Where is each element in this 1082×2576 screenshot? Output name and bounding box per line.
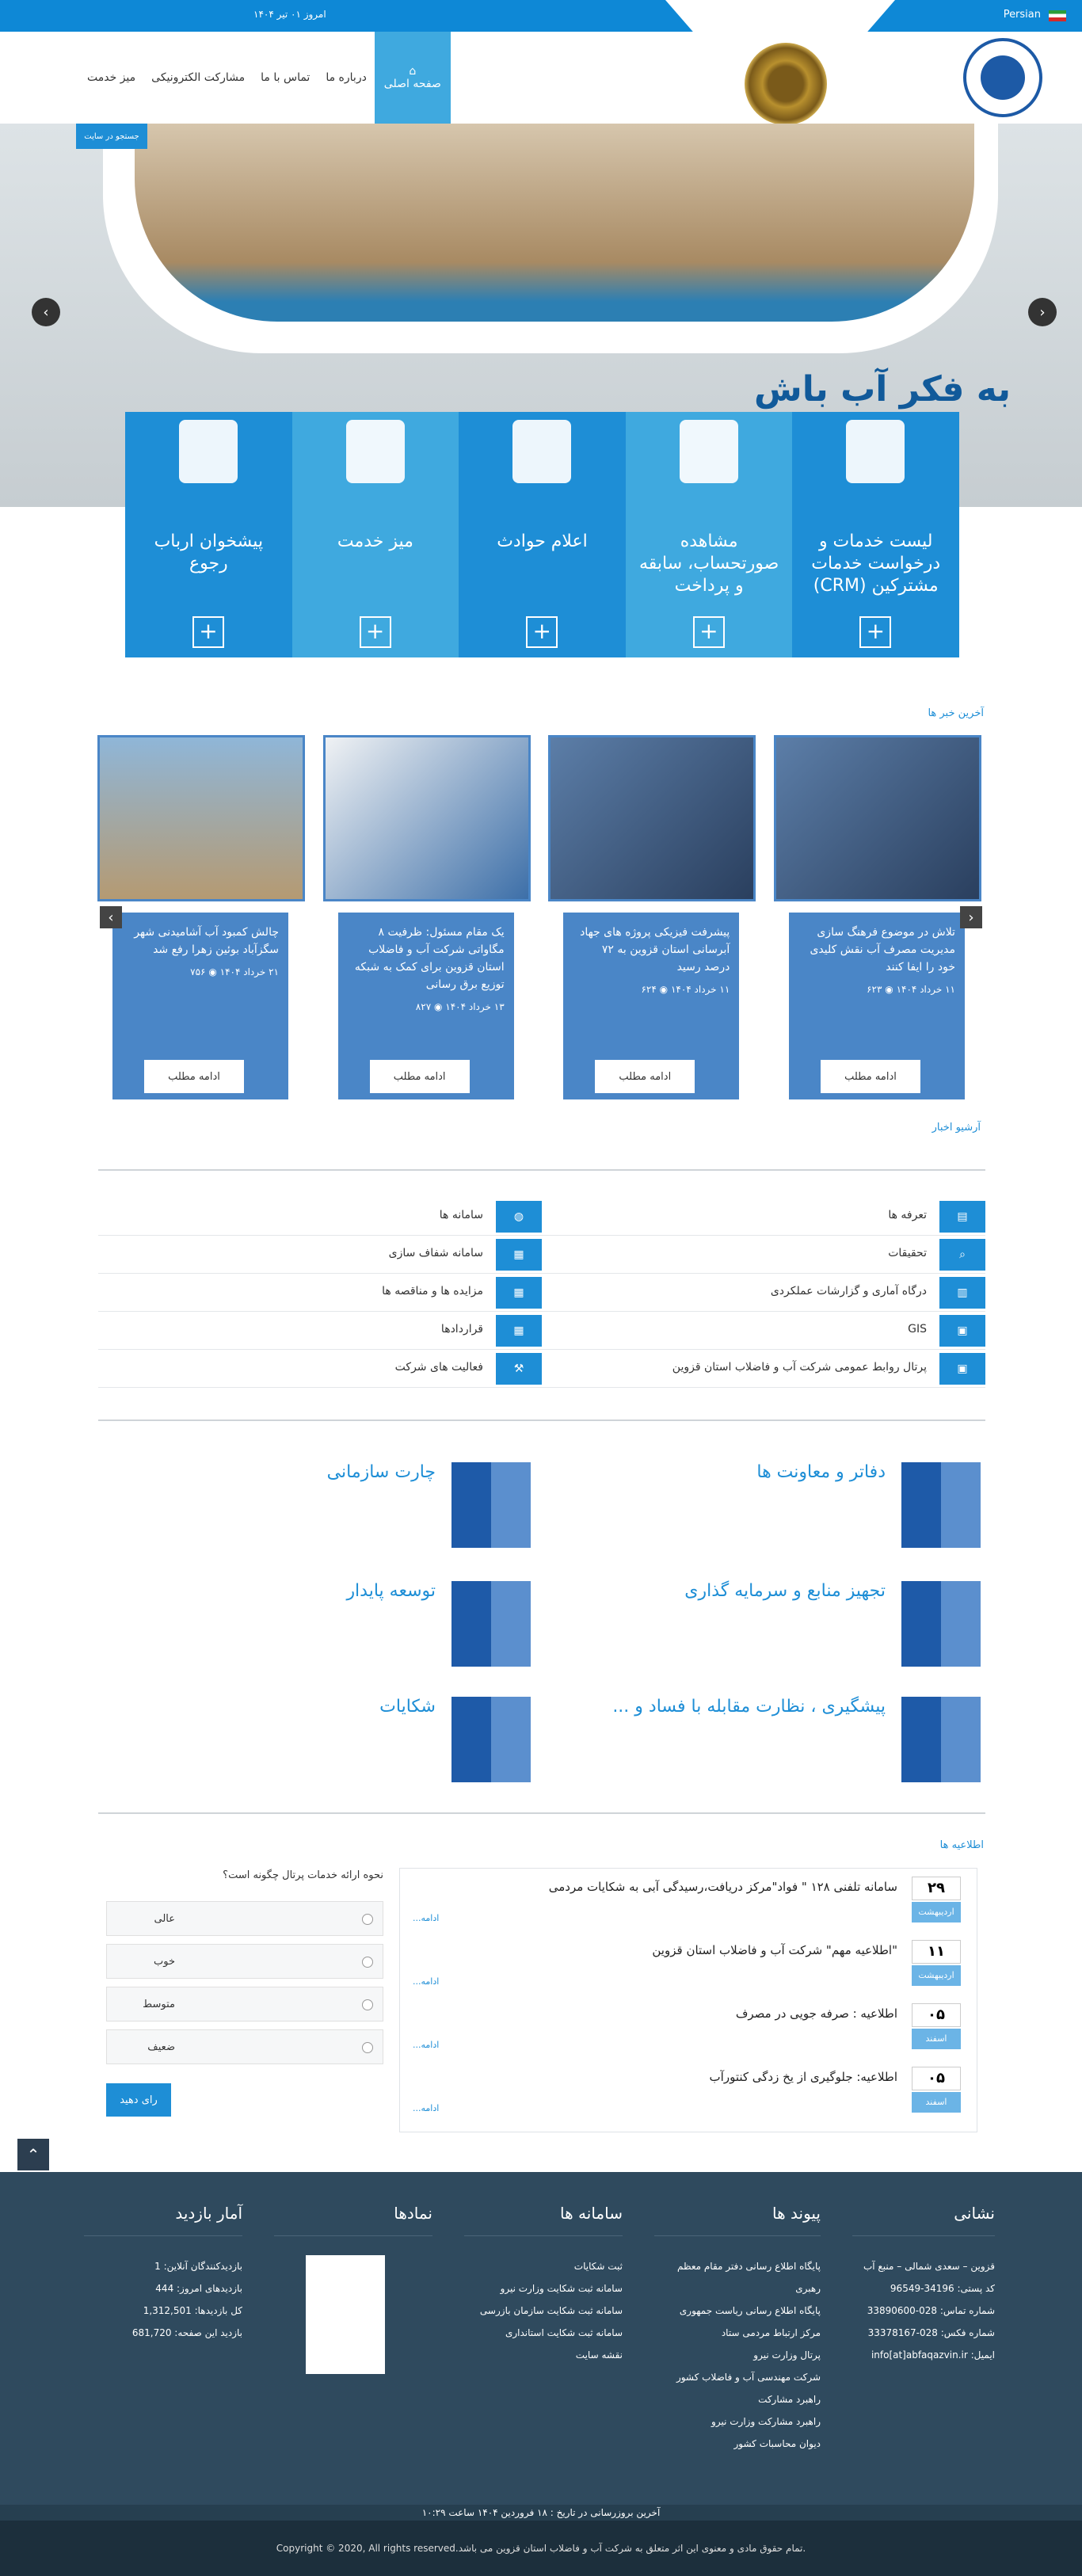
footer-symbols <box>274 2204 432 2374</box>
footer-link[interactable]: راهبرد مشارکت وزارت نیرو <box>711 2416 821 2427</box>
link-label[interactable]: سامانه ها <box>439 1209 483 1221</box>
tile-label: میز خدمت <box>337 532 413 551</box>
link-label[interactable]: درگاه آماری و گزارشات عملکردی <box>770 1285 927 1298</box>
feature-offices[interactable]: دفاتر و معاونت ها <box>756 1462 886 1482</box>
link-tariffs[interactable] <box>542 1198 985 1236</box>
radio-button[interactable] <box>362 1957 373 1968</box>
top-bar <box>0 0 1082 32</box>
home-icon: ⌂ <box>409 65 417 78</box>
announcement-item[interactable] <box>408 1935 969 1997</box>
feature-sustainable[interactable]: توسعه پایدار <box>346 1581 436 1601</box>
nav-home-label: صفحه اصلی <box>383 78 441 90</box>
announcement-day: ۲۹ <box>912 1877 961 1900</box>
plus-icon[interactable]: + <box>360 616 391 648</box>
tile-label: اعلام حوادث <box>497 532 588 551</box>
nav-service-desk[interactable]: میز خدمت <box>87 71 136 84</box>
poll-option[interactable] <box>106 1901 383 1936</box>
announcement-more[interactable]: ادامه... <box>413 2040 440 2050</box>
user-shield-icon[interactable] <box>451 1697 531 1782</box>
feature-anticorruption[interactable]: پیشگیری ، نظارت مقابله با فساد و ... <box>612 1697 886 1717</box>
plus-icon[interactable]: + <box>859 616 891 648</box>
footer-address <box>852 2204 995 2366</box>
slider-next-arrow[interactable]: › <box>1028 298 1057 326</box>
poll-option-label: خوب <box>154 1956 175 1968</box>
footer-link[interactable]: راهبرد مشارکت <box>758 2394 821 2405</box>
address-line: قزوین – سعدی شمالی – منبع آب <box>863 2261 995 2272</box>
link-label[interactable]: قراردادها <box>440 1323 483 1336</box>
link-tenders[interactable] <box>98 1274 542 1312</box>
nav-about[interactable]: درباره ما <box>326 71 367 84</box>
announcement-more[interactable]: ادامه... <box>413 1913 440 1923</box>
water-drop-icon <box>981 55 1025 100</box>
announcement-day: ۱۱ <box>912 1940 961 1964</box>
globe-icon: ◍ <box>496 1201 542 1233</box>
main-nav <box>79 32 451 124</box>
announcement-title[interactable]: اطلاعیه: جلوگیری از یخ زدگی کنتورآب <box>709 2070 897 2084</box>
footer <box>0 2172 1082 2505</box>
footer-link[interactable]: سامانه ثبت شکایت وزارت نیرو <box>500 2283 623 2294</box>
org-chart-icon[interactable] <box>451 1462 531 1548</box>
vote-button[interactable]: رای دهید <box>106 2083 171 2117</box>
footer-link[interactable]: پایگاه اطلاع رسانی ریاست جمهوری <box>679 2305 821 2316</box>
company-logo[interactable] <box>963 38 1042 117</box>
news-card[interactable] <box>95 735 307 1099</box>
scroll-top-button[interactable] <box>17 2139 49 2170</box>
link-label[interactable]: GIS <box>908 1323 927 1336</box>
footer-link[interactable]: مرکز ارتباط مردمی ستاد <box>721 2327 821 2338</box>
book-icon <box>179 420 238 483</box>
announcement-day: ۰۵ <box>912 2003 961 2027</box>
announcements-title: اطلاعیه ها <box>939 1839 984 1851</box>
poll-question: نحوه ارائه خدمات پرتال چگونه است؟ <box>223 1869 383 1881</box>
link-activities[interactable] <box>98 1350 542 1388</box>
user-shield-icon[interactable] <box>901 1462 981 1548</box>
news-card[interactable] <box>546 735 758 1099</box>
news-image[interactable] <box>548 735 756 901</box>
footer-link[interactable]: دیوان محاسبات کشور <box>733 2438 821 2449</box>
divider <box>98 1812 985 1814</box>
stat-total: کل بازدیدها: 1,312,501 <box>143 2305 242 2316</box>
footer-heading: نشانی <box>852 2204 995 2236</box>
news-views: ۷۵۶ <box>190 966 206 977</box>
document-icon <box>680 420 738 483</box>
footer-heading: پیوند ها <box>654 2204 821 2236</box>
announcement-item[interactable] <box>408 2062 969 2124</box>
plus-icon[interactable]: + <box>693 616 725 648</box>
footer-link[interactable]: پرتال وزارت نیرو <box>753 2349 821 2361</box>
footer-link[interactable]: ثبت شکایات <box>573 2261 623 2272</box>
link-label[interactable]: فعالیت های شرکت <box>394 1361 483 1374</box>
news-title[interactable]: چالش کمبود آب آشامیدنی شهر سگزآباد بوئین زهرا رفع شد <box>134 926 279 956</box>
link-statistics[interactable] <box>542 1274 985 1312</box>
footer-link[interactable]: شرکت مهندسی آب و فاضلاب کشور <box>676 2372 821 2383</box>
fax: شماره فکس: 028-33378167 <box>867 2327 995 2338</box>
search-icon: ⌕ <box>939 1239 985 1271</box>
news-views: ۶۲۳ <box>867 984 882 995</box>
chart-icon: ▥ <box>939 1277 985 1309</box>
news-archive-link[interactable]: آرشیو اخبار <box>932 1122 981 1134</box>
tariff-icon: ▤ <box>939 1201 985 1233</box>
lock-icon: ▣ <box>939 1315 985 1347</box>
poll-option[interactable] <box>106 2029 383 2064</box>
announcement-item[interactable] <box>408 1872 969 1934</box>
announcement-item[interactable] <box>408 1999 969 2060</box>
news-image[interactable] <box>774 735 981 901</box>
site-search-button[interactable]: جستجو در سایت <box>76 124 147 149</box>
news-date: ۱۳ خرداد ۱۴۰۴ <box>445 1001 505 1012</box>
poll-option-label: ضعیف <box>147 2041 175 2053</box>
stat-page: بازدید این صفحه: 681,720 <box>131 2327 242 2338</box>
announcement-title[interactable]: سامانه تلفنی ۱۲۸ " فواد"مرکز دریافت،رسیدگی آبی به شکایات مردمی <box>548 1880 897 1894</box>
footer-systems <box>464 2204 623 2366</box>
news-views: ۸۲۷ <box>415 1001 432 1012</box>
poll-option[interactable] <box>106 1987 383 2022</box>
language-selector[interactable]: Persian <box>1003 9 1041 21</box>
radio-button[interactable] <box>362 1999 373 2010</box>
news-date: ۱۱ خرداد ۱۴۰۴ <box>670 984 730 995</box>
news-image[interactable] <box>97 735 305 901</box>
topbar-notch <box>665 0 895 32</box>
document-icon: ▦ <box>496 1277 542 1309</box>
read-more-button[interactable]: ادامه مطلب <box>821 1060 920 1093</box>
announcement-month: اردیبهشت <box>912 1965 961 1986</box>
eye-icon: ◉ <box>208 966 217 977</box>
chevron-up-icon: ⌃ <box>26 2145 40 2164</box>
hero-dam-image <box>135 124 974 322</box>
read-more-button[interactable]: ادامه مطلب <box>144 1060 244 1093</box>
announcement-title[interactable]: "اطلاعیه مهم" شرکت آب و فاضلاب استان قزوین <box>652 1943 897 1957</box>
nav-contact[interactable]: تماس با ما <box>261 71 311 84</box>
link-systems[interactable] <box>98 1198 542 1236</box>
divider <box>98 1169 985 1171</box>
link-label[interactable]: پرتال روابط عمومی شرکت آب و فاضلاب استان قزوین <box>672 1361 927 1374</box>
laptop-icon[interactable] <box>451 1581 531 1667</box>
news-next-arrow[interactable]: › <box>960 906 982 928</box>
plus-icon[interactable]: + <box>526 616 558 648</box>
radio-button[interactable] <box>362 2042 373 2053</box>
tile-billing[interactable] <box>626 412 793 657</box>
slider-prev-arrow[interactable]: ‹ <box>32 298 60 326</box>
news-views: ۶۲۴ <box>641 984 657 995</box>
footer-link[interactable]: پایگاه اطلاع رسانی دفتر مقام معظم رهبری <box>677 2261 821 2294</box>
announcement-month: اردیبهشت <box>912 1902 961 1922</box>
eye-icon: ◉ <box>885 984 893 995</box>
link-transparency[interactable] <box>98 1236 542 1274</box>
news-carousel <box>95 735 984 1099</box>
poll-option[interactable] <box>106 1944 383 1979</box>
news-prev-arrow[interactable]: ‹ <box>100 906 122 928</box>
service-tiles <box>125 412 959 657</box>
link-label[interactable]: مزایده ها و مناقصه ها <box>382 1285 483 1298</box>
seal-emblem <box>745 43 827 125</box>
footer-stats <box>84 2204 242 2344</box>
news-date: ۱۱ خرداد ۱۴۰۴ <box>896 984 955 995</box>
poll-option-label: متوسط <box>143 1999 175 2010</box>
link-research[interactable] <box>542 1236 985 1274</box>
last-update-note: آخرین بروزرسانی در تاریخ : ۱۸ فروردین ۱۴۰۴ ساعت ۱۰:۲۹ <box>0 2505 1082 2521</box>
footer-link[interactable]: سامانه ثبت شکایت سازمان بازرسی <box>479 2305 623 2316</box>
footer-heading: نمادها <box>274 2204 432 2236</box>
announcements-list <box>399 1868 977 2132</box>
divider <box>98 1419 985 1421</box>
footer-links <box>654 2204 821 2455</box>
link-pr-portal[interactable] <box>542 1350 985 1388</box>
postal-code: کد پستی: 34196-96549 <box>890 2283 995 2294</box>
stat-today: بازدیدهای امروز: 444 <box>155 2283 242 2294</box>
news-date: ۲۱ خرداد ۱۴۰۴ <box>219 966 279 977</box>
poll-option-label: عالی <box>154 1913 175 1925</box>
announcement-month: اسفند <box>912 2029 961 2049</box>
document-icon: ▦ <box>496 1239 542 1271</box>
tile-label: لیست خدمات و درخواست خدمات مشترکین (CRM) <box>811 532 941 596</box>
tile-label: پیشخوان ارباب رجوع <box>154 532 264 574</box>
link-label[interactable]: تعرفه ها <box>888 1209 927 1221</box>
document-icon <box>512 420 571 483</box>
tile-label: مشاهده صورتحساب، سابقه و پرداخت <box>638 532 779 596</box>
read-more-button[interactable]: ادامه مطلب <box>370 1060 470 1093</box>
nav-home[interactable] <box>375 32 451 124</box>
nav-eparticipation[interactable]: مشارکت الکترونیکی <box>151 71 246 84</box>
stat-online: بازدیدکنندگان آنلاین: 1 <box>154 2261 242 2272</box>
footer-heading: آمار بازدید <box>84 2204 242 2236</box>
announcement-more[interactable]: ادامه... <box>413 1976 440 1987</box>
radio-button[interactable] <box>362 1914 373 1925</box>
feature-investment[interactable]: تجهیز منابع و سرمایه گذاری <box>684 1581 886 1601</box>
hero-slogan: به فکر آب باش <box>754 369 1011 410</box>
tools-icon: ⚒ <box>496 1353 542 1385</box>
footer-heading: سامانه ها <box>464 2204 623 2236</box>
chair-icon <box>846 420 905 483</box>
link-label[interactable]: تحقیقات <box>888 1247 927 1259</box>
iran-flag-icon[interactable] <box>1049 10 1066 21</box>
news-section-title: آخرین خبر ها <box>928 707 984 719</box>
news-image[interactable] <box>323 735 531 901</box>
news-title[interactable]: تلاش در موضوع فرهنگ سازی مدیریت مصرف آب نقش کلیدی خود را ایفا کنند <box>810 926 955 974</box>
eye-icon: ◉ <box>433 1001 443 1012</box>
tile-crm[interactable] <box>792 412 959 657</box>
laptop-icon[interactable] <box>901 1581 981 1667</box>
email: ایمیل: info[at]abfaqazvin.ir <box>871 2349 995 2361</box>
tile-client-counter[interactable] <box>125 412 292 657</box>
tile-incidents[interactable] <box>459 412 626 657</box>
link-gis[interactable] <box>542 1312 985 1350</box>
news-card[interactable] <box>771 735 984 1099</box>
news-title[interactable]: یک مقام مسئول: ظرفیت ۸ مگاواتی شرکت آب و فاضلاب استان قزوین برای کمک به شبکه توزیع برق رسانی <box>354 926 505 991</box>
chair-icon <box>346 420 405 483</box>
feature-org-chart[interactable]: چارت سازمانی <box>326 1462 436 1482</box>
link-contracts[interactable] <box>98 1312 542 1350</box>
announcement-more[interactable]: ادامه... <box>413 2103 440 2113</box>
announcement-month: اسفند <box>912 2092 961 2113</box>
announcement-day: ۰۵ <box>912 2067 961 2090</box>
survey-poll <box>106 1869 383 2106</box>
link-label[interactable]: سامانه شفاف سازی <box>388 1247 483 1259</box>
tile-service-desk[interactable] <box>292 412 459 657</box>
quick-links <box>98 1198 985 1388</box>
user-shield-icon[interactable] <box>901 1697 981 1782</box>
news-title[interactable]: پیشرفت فیزیکی پروژه های جهاد آبرسانی استان قزوین به ۷۲ درصد رسید <box>580 926 730 974</box>
phone: شماره تماس: 028-33890600 <box>867 2305 995 2316</box>
eye-icon: ◉ <box>659 984 669 995</box>
enamad-badge[interactable] <box>306 2255 385 2374</box>
news-card[interactable] <box>321 735 533 1099</box>
lock-icon: ▣ <box>939 1353 985 1385</box>
read-more-button[interactable]: ادامه مطلب <box>595 1060 695 1093</box>
footer-link[interactable]: نقشه سایت <box>575 2349 623 2361</box>
plus-icon[interactable]: + <box>192 616 224 648</box>
footer-link[interactable]: سامانه ثبت شکایت استانداری <box>505 2327 623 2338</box>
announcement-title[interactable]: اطلاعیه : صرفه جویی در مصرف <box>735 2006 897 2021</box>
feature-complaints[interactable]: شکایات <box>379 1697 436 1717</box>
copyright: Copyright © 2020, All rights reserved.تمام حقوق مادی و معنوی این اثر متعلق به شرکت آب و فاضلاب استان قزوین می باشد. <box>0 2521 1082 2576</box>
today-date: امروز ۰۱ تیر ۱۴۰۴ <box>253 9 326 20</box>
document-icon: ▦ <box>496 1315 542 1347</box>
